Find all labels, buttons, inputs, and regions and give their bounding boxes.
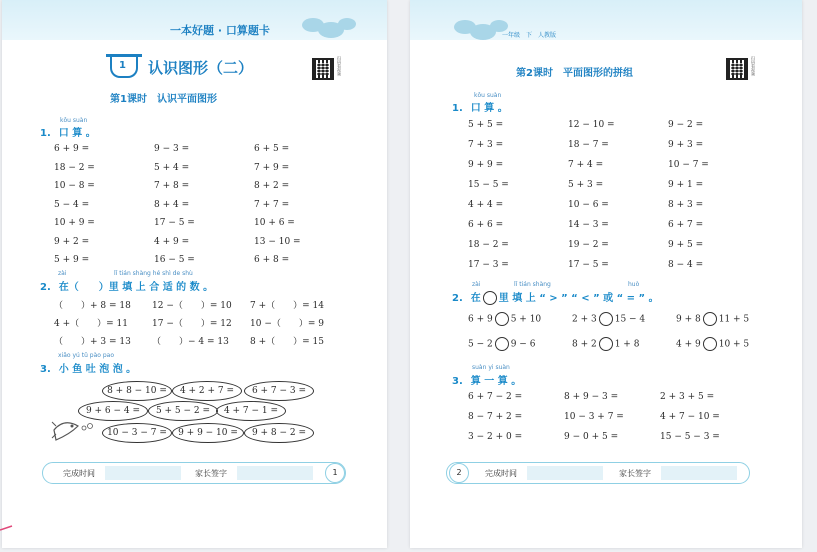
calc-item[interactable]: 17 − 5 =: [154, 218, 195, 228]
calc-item[interactable]: 2 + 3 + 5 =: [660, 392, 715, 402]
calc-item[interactable]: 8 + 2 =: [254, 181, 290, 191]
compare-circle[interactable]: [599, 312, 613, 326]
completion-time-label: 完成时间: [485, 469, 517, 478]
pinyin-annotation: kǒu suàn: [60, 117, 88, 124]
calc-item[interactable]: 8 + 9 − 3 =: [564, 392, 619, 402]
calc-item[interactable]: 4 + 4 =: [468, 200, 504, 210]
section-2-heading: [40, 278, 213, 293]
calc-item[interactable]: 9 − 3 =: [154, 144, 190, 154]
fill-blank-item[interactable]: 10 −（ ）= 9: [250, 319, 324, 329]
compare-circle[interactable]: [599, 337, 613, 351]
parent-signature-label: 家长签字: [619, 469, 651, 478]
pinyin-annotation: suàn yi suàn: [472, 364, 510, 371]
calc-item[interactable]: 18 − 7 =: [568, 140, 609, 150]
compare-left: 4 + 9: [676, 339, 701, 350]
bubble-item[interactable]: 8 + 8 − 10 =: [102, 381, 172, 401]
calc-item[interactable]: 6 + 8 =: [254, 255, 290, 265]
compare-right: 1 + 8: [614, 339, 640, 350]
pinyin-annotation: lǐ tián shàng: [514, 281, 551, 288]
compare-right: 9 − 6: [510, 339, 536, 350]
calc-item[interactable]: 17 − 5 =: [568, 260, 609, 270]
qr-caption: 扫码看视频: [337, 56, 342, 76]
compare-left: 2 + 3: [572, 314, 597, 325]
bubble-item[interactable]: 6 + 7 − 3 =: [244, 381, 314, 401]
qr-caption: 扫码看视频: [751, 56, 756, 76]
right-page: [410, 0, 802, 548]
calc-item[interactable]: 9 + 3 =: [668, 140, 704, 150]
parent-signature-field[interactable]: [661, 466, 737, 480]
bubble-item[interactable]: 9 + 9 − 10 =: [172, 423, 244, 443]
completion-time-label: 完成时间: [63, 469, 95, 478]
fill-blank-item[interactable]: （ ）+ 3 = 13: [54, 337, 131, 347]
compare-left: 8 + 2: [572, 339, 597, 350]
pinyin-annotation: lǐ tián shàng hé shì de shù: [114, 270, 193, 277]
compare-item: [572, 337, 639, 351]
section-title: 口 算 。: [470, 103, 508, 114]
bubble-item[interactable]: 4 + 2 + 7 =: [172, 381, 242, 401]
lesson-title: 第2课时 平面图形的拼组: [516, 68, 633, 79]
bubble-item[interactable]: 9 + 8 − 2 =: [244, 423, 314, 443]
pinyin-annotation: zài: [472, 281, 481, 288]
page-number: 2: [449, 463, 469, 483]
pinyin-annotation: huò: [628, 281, 640, 288]
compare-circle[interactable]: [703, 312, 717, 326]
footer-bar: [42, 462, 346, 484]
calc-item[interactable]: 18 − 2 =: [54, 162, 95, 173]
fill-blank-item[interactable]: 7 +（ ）= 14: [250, 301, 324, 311]
calc-item[interactable]: 19 − 2 =: [568, 240, 609, 250]
calc-item[interactable]: 14 − 3 =: [568, 220, 609, 230]
cloud-decoration: [338, 18, 356, 30]
section-title: 小 鱼 吐 泡 泡 。: [58, 364, 137, 375]
lesson-title: 第1课时 认识平面图形: [110, 94, 217, 105]
section-number: 1.: [452, 103, 463, 114]
unit-title: 认识图形（二）: [148, 59, 254, 77]
section-title-a: 在: [470, 293, 481, 304]
fill-blank-item[interactable]: 8 +（ ）= 15: [250, 337, 324, 347]
section-title: 口 算 。: [58, 128, 96, 139]
calc-item[interactable]: 7 + 9 =: [254, 162, 290, 173]
calc-item[interactable]: 9 + 1 =: [668, 180, 704, 190]
pen-mark: [0, 520, 14, 534]
section-2-heading: [452, 289, 659, 305]
calc-item[interactable]: 4 + 7 − 10 =: [660, 412, 720, 422]
section-number: 2.: [40, 282, 51, 293]
calc-item[interactable]: 16 − 5 =: [154, 255, 195, 265]
compare-right: 10 + 5: [718, 339, 750, 350]
calc-item[interactable]: 5 + 4 =: [154, 162, 190, 173]
footer-bar: [446, 462, 750, 484]
compare-item: [676, 337, 749, 351]
section-title-b: 里 填 上 “ > ” “ < ” 或 “ = ” 。: [498, 293, 659, 304]
compare-item: [676, 312, 749, 326]
calc-item[interactable]: 7 + 3 =: [468, 140, 504, 150]
bubble-item[interactable]: 10 − 3 − 7 =: [102, 423, 172, 443]
compare-right: 5 + 10: [510, 314, 542, 325]
calc-item[interactable]: 9 + 9 =: [468, 160, 504, 170]
calc-item[interactable]: 15 − 5 − 3 =: [660, 432, 720, 442]
bubble-item[interactable]: 5 + 5 − 2 =: [148, 401, 218, 421]
calc-item[interactable]: 8 − 7 + 2 =: [468, 412, 523, 422]
section-number: 3.: [40, 364, 51, 375]
fill-blank-item[interactable]: （ ）+ 8 = 18: [54, 301, 131, 311]
section-title: 算 一 算 。: [470, 376, 522, 387]
calc-item[interactable]: 6 + 7 − 2 =: [468, 392, 523, 402]
section-title: 在（ ）里 填 上 合 适 的 数 。: [58, 282, 214, 293]
grade-banner: 一年级 下 人教版: [502, 32, 557, 39]
compare-item: [572, 312, 645, 326]
calc-item[interactable]: 6 + 9 =: [54, 144, 90, 154]
compare-circle[interactable]: [495, 337, 509, 351]
calc-item[interactable]: 6 + 7 =: [668, 220, 704, 230]
compare-circle[interactable]: [703, 337, 717, 351]
calc-item[interactable]: 15 − 5 =: [468, 180, 509, 190]
calc-item[interactable]: 8 + 3 =: [668, 200, 704, 210]
qr-code[interactable]: [312, 58, 334, 80]
calc-item[interactable]: 10 + 9 =: [54, 218, 95, 228]
section-number: 1.: [40, 128, 51, 139]
fill-blank-item[interactable]: 12 −（ ）= 10: [152, 301, 232, 311]
calc-item[interactable]: 10 + 6 =: [254, 218, 295, 228]
fish-icon: [50, 414, 98, 444]
parent-signature-label: 家长签字: [195, 469, 227, 478]
compare-left: 6 + 9: [468, 314, 493, 325]
calc-item[interactable]: 17 − 3 =: [468, 260, 509, 270]
compare-left: 9 + 8: [676, 314, 701, 325]
calc-item[interactable]: 9 + 5 =: [668, 240, 704, 250]
calc-item[interactable]: 7 + 8 =: [154, 181, 190, 191]
calc-item[interactable]: 5 + 9 =: [54, 255, 90, 265]
completion-time-field[interactable]: [527, 466, 603, 480]
unit-number: 1: [119, 60, 126, 71]
cup-rim: [106, 54, 142, 57]
section-3-heading: [452, 372, 521, 387]
bubble-item[interactable]: 9 + 6 − 4 =: [78, 401, 148, 421]
calc-item[interactable]: 10 − 3 + 7 =: [564, 412, 624, 422]
calc-item[interactable]: 8 − 4 =: [668, 260, 704, 270]
pinyin-annotation: xiǎo yú tǔ pào pao: [58, 352, 115, 359]
calc-item[interactable]: 7 + 7 =: [254, 199, 290, 210]
pinyin-annotation: zài: [58, 270, 67, 277]
page-number: 1: [325, 463, 345, 483]
calc-item[interactable]: 10 − 7 =: [668, 160, 709, 170]
section-3-heading: [40, 360, 136, 375]
completion-time-field[interactable]: [105, 466, 181, 480]
calc-item[interactable]: 9 − 2 =: [668, 120, 704, 130]
parent-signature-field[interactable]: [237, 466, 313, 480]
compare-right: 15 − 4: [614, 314, 646, 325]
calc-item[interactable]: 5 − 4 =: [54, 199, 90, 210]
bubble-item[interactable]: 4 + 7 − 1 =: [216, 401, 286, 421]
section-1-heading: [40, 124, 96, 139]
calc-item[interactable]: 5 + 5 =: [468, 120, 504, 130]
calc-item[interactable]: 5 + 3 =: [568, 180, 604, 190]
compare-right: 11 + 5: [718, 314, 750, 325]
series-banner: 一本好题 · 口算题卡: [170, 24, 270, 37]
calc-item[interactable]: 7 + 4 =: [568, 160, 604, 170]
compare-circle[interactable]: [495, 312, 509, 326]
section-1-heading: [452, 99, 508, 114]
calc-item[interactable]: 6 + 6 =: [468, 220, 504, 230]
section-number: 2.: [452, 293, 463, 304]
calc-item[interactable]: 12 − 10 =: [568, 120, 615, 130]
calc-item[interactable]: 18 − 2 =: [468, 240, 509, 250]
calc-item[interactable]: 4 + 9 =: [154, 236, 190, 247]
calc-item[interactable]: 6 + 5 =: [254, 144, 290, 154]
compare-item: [468, 312, 541, 326]
calc-item[interactable]: 3 − 2 + 0 =: [468, 432, 523, 442]
compare-left: 5 − 2: [468, 339, 493, 350]
calc-item[interactable]: 13 − 10 =: [254, 236, 301, 247]
pinyin-annotation: kǒu suàn: [474, 92, 502, 99]
compare-item: [468, 337, 535, 351]
calc-item[interactable]: 8 + 4 =: [154, 199, 190, 210]
left-page: [2, 0, 387, 548]
qr-code[interactable]: [726, 58, 748, 80]
calc-item[interactable]: 10 − 8 =: [54, 181, 95, 191]
section-number: 3.: [452, 376, 463, 387]
fill-blank-item[interactable]: 17 −（ ）= 12: [152, 319, 232, 329]
compare-circle-icon: [483, 291, 497, 305]
calc-item[interactable]: 9 − 0 + 5 =: [564, 432, 619, 442]
fill-blank-item[interactable]: 4 +（ ）= 11: [54, 319, 128, 329]
calc-item[interactable]: 10 − 6 =: [568, 200, 609, 210]
fill-blank-item[interactable]: （ ）− 4 = 13: [152, 337, 229, 347]
calc-item[interactable]: 9 + 2 =: [54, 236, 90, 247]
